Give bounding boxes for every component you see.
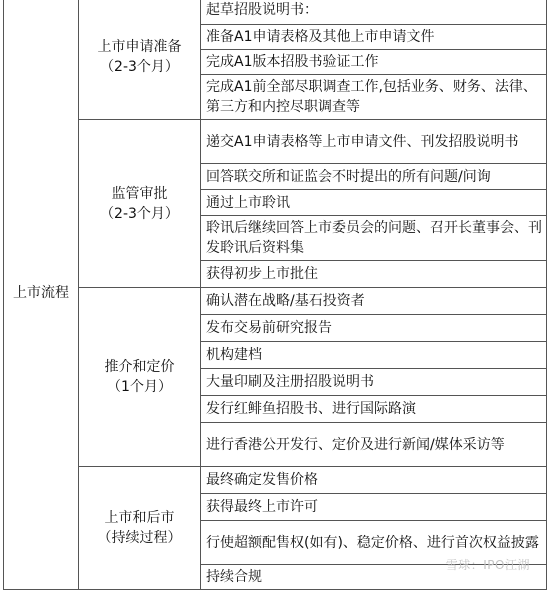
phase-cell	[79, 0, 201, 120]
step-cell: 发行红鲱鱼招股书、进行国际路演	[201, 396, 547, 423]
phase-cell	[79, 288, 201, 467]
step-cell: 机构建档	[201, 342, 547, 369]
phase-duration: （1个月）	[107, 379, 172, 395]
step-cell: 进行香港公开发行、定价及进行新闻/媒体采访等	[201, 423, 547, 467]
step-cell: 完成A1版本招股书验证工作	[201, 50, 547, 75]
phase-duration: （2-3个月）	[100, 205, 179, 222]
phase-duration: （2-3个月）	[100, 59, 179, 75]
phase-cell	[79, 467, 201, 590]
phase-name: 上市申请准备	[97, 39, 182, 55]
step-cell: 确认潜在战略/基石投资者	[201, 288, 547, 315]
phase-name: 上市和后市	[104, 510, 175, 526]
phase-name: 推介和定价	[104, 359, 175, 375]
step-cell: 最终确定发售价格	[201, 467, 547, 494]
ipo-process-table	[3, 0, 547, 590]
step-cell: 起草招股说明书：	[201, 0, 547, 25]
step-cell: 准备A1申请表格及其他上市申请文件	[201, 25, 547, 50]
step-cell: 通过上市聆讯	[201, 190, 547, 216]
step-cell: 持续合规	[201, 565, 547, 590]
watermark: 雪球：IPO江湖	[445, 558, 530, 572]
step-cell: 获得最终上市许可	[201, 494, 547, 521]
phase-duration: （持续过程）	[97, 530, 182, 546]
flow-label: 上市流程	[4, 0, 79, 590]
phase-name: 监管审批	[111, 185, 168, 202]
step-cell: 回答联交所和证监会不时提出的所有问题/问询	[201, 164, 547, 190]
phase-cell	[79, 120, 201, 288]
step-cell: 完成A1前全部尽职调查工作,包括业务、财务、法律、第三方和内控尽职调查等	[201, 75, 547, 120]
step-cell: 行使超额配售权(如有)、稳定价格、进行首次权益披露	[201, 521, 547, 565]
step-cell: 聆讯后继续回答上市委员会的问题、召开长董事会、刊发聆讯后资料集	[201, 216, 547, 261]
step-cell: 递交A1申请表格等上市申请文件、刊发招股说明书	[201, 120, 547, 164]
step-cell: 发布交易前研究报告	[201, 315, 547, 342]
step-cell: 大量印刷及注册招股说明书	[201, 369, 547, 396]
step-cell: 获得初步上市批住	[201, 261, 547, 288]
